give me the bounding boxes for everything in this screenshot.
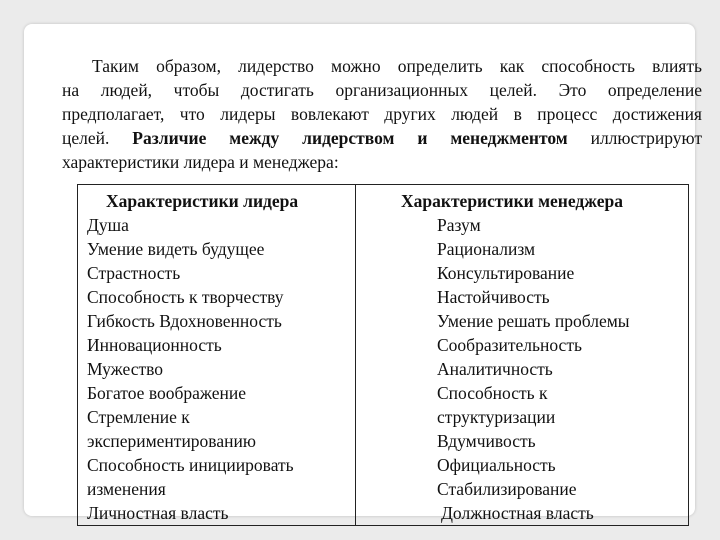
manager-item: Официальность [437, 455, 556, 475]
slide [24, 24, 702, 523]
intro-line-3: предполагает, что лидеры вовлекают других людей в процесс достижения [62, 104, 702, 124]
leader-item: Богатое воображение [87, 383, 247, 403]
leader-item: Гибкость Вдохновенность [87, 311, 282, 331]
intro-bold-phrase: Различие между лидерством и менеджментом [132, 128, 568, 148]
intro-line-1: Таким образом, лидерство можно определить как способность влиять [92, 56, 702, 76]
leader-item: Способность к творчеству [87, 287, 284, 307]
leader-item: Страстность [87, 263, 181, 283]
leader-column-header: Характеристики лидера [106, 191, 299, 211]
manager-item: Рационализм [437, 239, 536, 259]
intro-line-4-end: иллюстрируют [590, 128, 702, 148]
leader-item: Личностная власть [87, 503, 229, 523]
manager-item: структуризации [437, 407, 556, 427]
intro-line-4 [62, 126, 702, 150]
manager-item: Аналитичность [437, 359, 553, 379]
leader-item: Умение видеть будущее [87, 239, 265, 259]
leader-column [78, 185, 356, 525]
manager-column [356, 185, 688, 525]
leader-list [87, 213, 294, 525]
leader-item: Душа [87, 215, 129, 235]
manager-item: Вдумчивость [437, 431, 536, 451]
leader-item: Способность инициировать [87, 455, 294, 475]
comparison-table [77, 184, 689, 526]
leader-item: Мужество [87, 359, 164, 379]
intro-paragraph [62, 54, 702, 174]
manager-column-header: Характеристики менеджера [401, 191, 623, 211]
manager-item: Сообразительность [437, 335, 582, 355]
manager-item: Должностная власть [441, 503, 594, 523]
leader-item: Стремление к [87, 407, 190, 427]
manager-item: Разум [437, 215, 481, 235]
manager-item: Консультирование [437, 263, 575, 283]
intro-line-2: на людей, чтобы достигать организационных целей. Это определение [62, 80, 702, 100]
manager-item: Способность к [437, 383, 548, 403]
leader-item: Инновационность [87, 335, 222, 355]
manager-item: Настойчивость [437, 287, 550, 307]
intro-line-4-start: целей. [62, 128, 110, 148]
manager-list [437, 213, 630, 525]
leader-item: экспериментированию [87, 431, 256, 451]
intro-line-5: характеристики лидера и менеджера: [62, 152, 339, 172]
leader-item: изменения [87, 479, 166, 499]
manager-item: Умение решать проблемы [437, 311, 630, 331]
manager-item: Стабилизирование [437, 479, 577, 499]
